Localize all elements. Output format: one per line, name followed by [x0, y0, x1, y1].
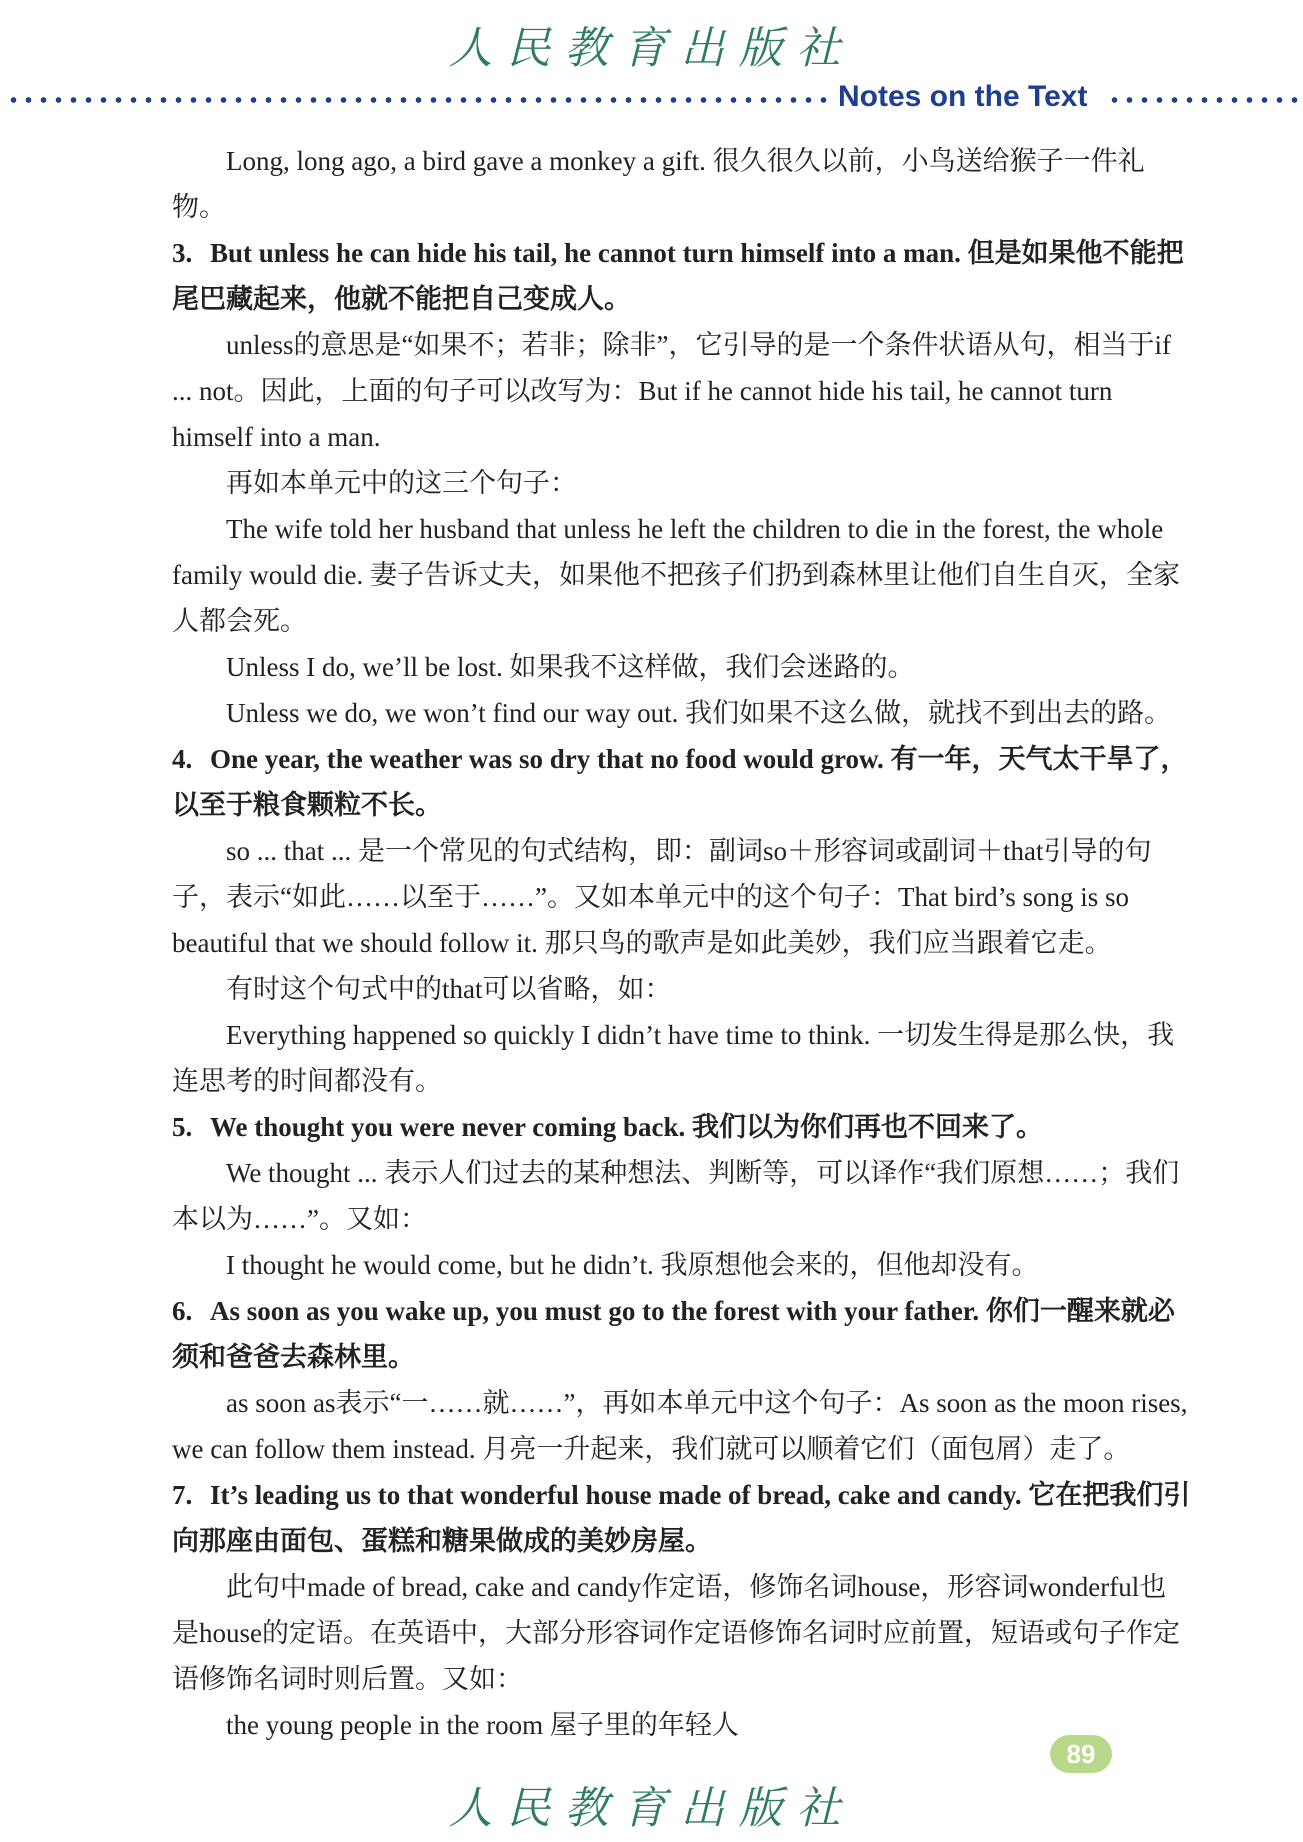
note-heading	[172, 1472, 1192, 1564]
notes-body	[172, 138, 1192, 1748]
note-heading	[172, 736, 1192, 828]
dotted-rule-right	[1107, 96, 1299, 104]
note-paragraph: We thought ... 表示人们过去的某种想法、判断等，可以译作“我们原想……；我们本以为……”。又如：	[172, 1158, 1180, 1234]
page-number: 89	[1050, 1735, 1112, 1773]
note-heading-text: One year, the weather was so dry that no food would grow. 有一年，天气太干旱了，以至于粮食颗粒不长。	[172, 744, 1188, 820]
publisher-logo-top: 人民教育出版社	[448, 23, 855, 74]
note-paragraph: 此句中made of bread, cake and candy作定语，修饰名词house，形容词wonderful也是house的定语。在英语中，大部分形容词作定语修饰名词时应前置，短语或句子作定语修饰名词时则后置。又如：	[172, 1572, 1180, 1694]
note-paragraph: as soon as表示“一……就……”，再如本单元中这个句子：As soon as the moon rises, we can follow them instead. 月亮一升起来，我们就可以顺着它们（面包屑）走了。	[172, 1388, 1188, 1464]
note-heading	[172, 1104, 1192, 1150]
note-heading-text: As soon as you wake up, you must go to the forest with your father. 你们一醒来就必须和爸爸去森林里。	[172, 1296, 1175, 1372]
note-paragraph: Unless we do, we won’t find our way out. 我们如果不这么做，就找不到出去的路。	[226, 698, 1172, 728]
note-number: 5.	[172, 1112, 193, 1142]
note-paragraph: unless的意思是“如果不；若非；除非”，它引导的是一个条件状语从句，相当于if ... not。因此，上面的句子可以改写为：But if he cannot hide his tail, he cannot turn himself into a man.	[172, 330, 1171, 452]
note-paragraph: Unless I do, we’ll be lost. 如果我不这样做，我们会迷路的。	[226, 652, 915, 682]
note-heading-text: It’s leading us to that wonderful house made of bread, cake and candy. 它在把我们引向那座由面包、蛋糕和糖果做成的美妙房屋。	[172, 1480, 1191, 1556]
note-paragraph: 再如本单元中的这三个句子：	[226, 468, 577, 498]
note-paragraph: 有时这个句式中的that可以省略，如：	[226, 974, 672, 1004]
note-number: 4.	[172, 744, 193, 774]
note-paragraph: I thought he would come, but he didn’t. 我原想他会来的，但他却没有。	[226, 1250, 1039, 1280]
note-heading	[172, 1288, 1192, 1380]
note-paragraph: the young people in the room 屋子里的年轻人	[226, 1710, 739, 1740]
note-paragraph: so ... that ... 是一个常见的句式结构，即：副词so＋形容词或副词＋that引导的句子，表示“如此……以至于……”。又如本单元中的这个句子：That bird’s song is so beautiful that we should follow it. 那只鸟的歌声是如此美妙，我们应当跟着它走。	[172, 836, 1152, 958]
note-heading-text: We thought you were never coming back. 我们以为你们再也不回来了。	[210, 1112, 1043, 1142]
note-paragraph: The wife told her husband that unless he left the children to die in the forest, the whole family would die. 妻子告诉丈夫，如果他不把孩子们扔到森林里让他们自生自灭，全家人都会死。	[172, 514, 1180, 636]
note-heading-text: But unless he can hide his tail, he cannot turn himself into a man. 但是如果他不能把尾巴藏起来，他就不能把自己变成人。	[172, 238, 1184, 314]
note-paragraph: Long, long ago, a bird gave a monkey a gift. 很久很久以前，小鸟送给猴子一件礼物。	[172, 146, 1145, 222]
dotted-rule-left	[6, 96, 832, 104]
publisher-logo-bottom: 人民教育出版社	[448, 1783, 855, 1834]
note-number: 6.	[172, 1296, 193, 1326]
note-heading	[172, 230, 1192, 322]
section-title: Notes on the Text	[838, 80, 1088, 113]
note-paragraph: Everything happened so quickly I didn’t have time to think. 一切发生得是那么快，我连思考的时间都没有。	[172, 1020, 1175, 1096]
note-number: 3.	[172, 238, 193, 268]
section-header	[0, 80, 1303, 124]
note-number: 7.	[172, 1480, 193, 1510]
